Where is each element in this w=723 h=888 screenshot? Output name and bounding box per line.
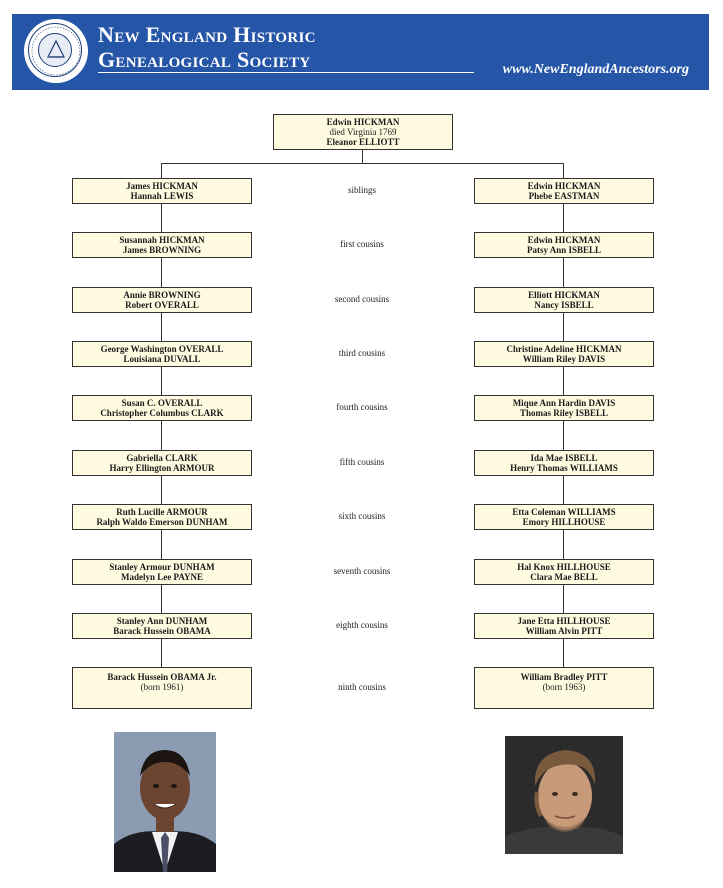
person-box-right — [474, 287, 654, 313]
branch-drop-left-line — [161, 163, 162, 178]
root-stem-line — [362, 150, 363, 163]
person-line2: William Riley DAVIS — [522, 354, 606, 364]
person-line2: (born 1963) — [542, 682, 586, 692]
root-line2: died Virginia 1769 — [329, 127, 397, 137]
person-line1: Susan C. OVERALL — [121, 398, 203, 408]
connector-right-line — [563, 258, 564, 287]
org-name-line2: Genealogical Society — [98, 47, 311, 72]
person-box-right — [474, 559, 654, 585]
person-line2: Barack Hussein OBAMA — [113, 626, 211, 636]
society-seal-logo — [24, 19, 88, 83]
person-box-left — [72, 504, 252, 530]
person-line2: William Alvin PITT — [525, 626, 603, 636]
person-box-right — [474, 613, 654, 639]
person-line1: Elliott HICKMAN — [528, 290, 600, 300]
branch-drop-right-line — [563, 163, 564, 178]
person-line1: Barack Hussein OBAMA Jr. — [107, 672, 217, 682]
relationship-label: siblings — [347, 185, 376, 195]
website-link[interactable]: www.NewEnglandAncestors.org — [502, 62, 689, 77]
person-line2: Madelyn Lee PAYNE — [121, 572, 203, 582]
pitt-portrait-photo — [505, 736, 623, 854]
connector-left-line — [161, 367, 162, 395]
person-line1: Hal Knox HILLHOUSE — [517, 562, 611, 572]
root-line1: Edwin HICKMAN — [326, 117, 400, 127]
person-line2: Harry Ellington ARMOUR — [109, 463, 215, 473]
org-name-line1: New England Historic — [98, 22, 316, 47]
person-line2: James BROWNING — [122, 245, 202, 255]
connector-right-line — [563, 476, 564, 504]
connector-right-line — [563, 421, 564, 450]
person-line1: Gabriella CLARK — [126, 453, 198, 463]
person-box-left — [72, 178, 252, 204]
person-box-right — [474, 341, 654, 367]
relationship-label: fifth cousins — [339, 457, 385, 467]
person-box-left — [72, 395, 252, 421]
person-line2: Louisiana DUVALL — [123, 354, 201, 364]
person-box-left — [72, 341, 252, 367]
connector-right-line — [563, 585, 564, 613]
portrait-photo-right-icon — [505, 736, 623, 854]
connector-left-line — [161, 258, 162, 287]
connector-left-line — [161, 313, 162, 341]
portrait-photo-left-icon — [114, 732, 216, 872]
connector-left-line — [161, 585, 162, 613]
person-box-right — [474, 667, 654, 709]
relationship-label: sixth cousins — [338, 511, 386, 521]
header-banner — [12, 14, 709, 90]
header-rule — [98, 72, 474, 73]
person-line2: Christopher Columbus CLARK — [100, 408, 224, 418]
connector-right-line — [563, 204, 564, 232]
relationship-label: fourth cousins — [336, 402, 388, 412]
person-line2: Phebe EASTMAN — [528, 191, 600, 201]
connector-right-line — [563, 639, 564, 667]
connector-left-line — [161, 204, 162, 232]
person-line2: Hannah LEWIS — [130, 191, 194, 201]
person-box-right — [474, 504, 654, 530]
person-line1: William Bradley PITT — [520, 672, 608, 682]
person-line2: Thomas Riley ISBELL — [519, 408, 609, 418]
connector-left-line — [161, 476, 162, 504]
person-box-left — [72, 287, 252, 313]
person-box-right — [474, 395, 654, 421]
person-line1: George Washington OVERALL — [100, 344, 224, 354]
connector-left-line — [161, 530, 162, 559]
person-line1: Edwin HICKMAN — [527, 235, 601, 245]
person-line1: Ida Mae ISBELL — [530, 453, 598, 463]
root-line3: Eleanor ELLIOTT — [326, 137, 400, 147]
connector-right-line — [563, 530, 564, 559]
connector-left-line — [161, 421, 162, 450]
person-line1: James HICKMAN — [126, 181, 198, 191]
person-line2: Nancy ISBELL — [534, 300, 594, 310]
relationship-label: seventh cousins — [333, 566, 391, 576]
person-line1: Mique Ann Hardin DAVIS — [512, 398, 616, 408]
root-ancestor-box — [273, 114, 453, 150]
person-box-left — [72, 559, 252, 585]
relationship-label: first cousins — [340, 239, 384, 249]
person-line1: Christine Adeline HICKMAN — [506, 344, 622, 354]
connector-left-line — [161, 639, 162, 667]
person-line2: Emory HILLHOUSE — [522, 517, 606, 527]
person-line1: Susannah HICKMAN — [119, 235, 205, 245]
person-box-left — [72, 613, 252, 639]
relationship-label: third cousins — [338, 348, 386, 358]
relationship-label: second cousins — [334, 294, 390, 304]
person-line1: Annie BROWNING — [123, 290, 201, 300]
organization-name — [98, 22, 316, 72]
person-line1: Edwin HICKMAN — [527, 181, 601, 191]
obama-portrait-photo — [114, 732, 216, 872]
person-line1: Stanley Armour DUNHAM — [109, 562, 215, 572]
seal-emblem-icon — [24, 19, 88, 83]
person-line1: Jane Etta HILLHOUSE — [517, 616, 611, 626]
person-line2: Clara Mae BELL — [530, 572, 598, 582]
relationship-label: ninth cousins — [338, 682, 386, 692]
relationship-label: eighth cousins — [336, 620, 388, 630]
branch-horizontal-line — [161, 163, 563, 164]
person-box-right — [474, 178, 654, 204]
person-line2: (born 1961) — [140, 682, 184, 692]
person-box-left — [72, 667, 252, 709]
connector-right-line — [563, 313, 564, 341]
person-line2: Henry Thomas WILLIAMS — [510, 463, 618, 473]
person-box-left — [72, 450, 252, 476]
person-line2: Patsy Ann ISBELL — [526, 245, 602, 255]
person-line2: Ralph Waldo Emerson DUNHAM — [96, 517, 228, 527]
person-box-right — [474, 232, 654, 258]
connector-right-line — [563, 367, 564, 395]
person-line2: Robert OVERALL — [125, 300, 199, 310]
person-line1: Ruth Lucille ARMOUR — [116, 507, 208, 517]
person-line1: Etta Coleman WILLIAMS — [512, 507, 616, 517]
person-box-left — [72, 232, 252, 258]
person-box-right — [474, 450, 654, 476]
person-line1: Stanley Ann DUNHAM — [116, 616, 208, 626]
